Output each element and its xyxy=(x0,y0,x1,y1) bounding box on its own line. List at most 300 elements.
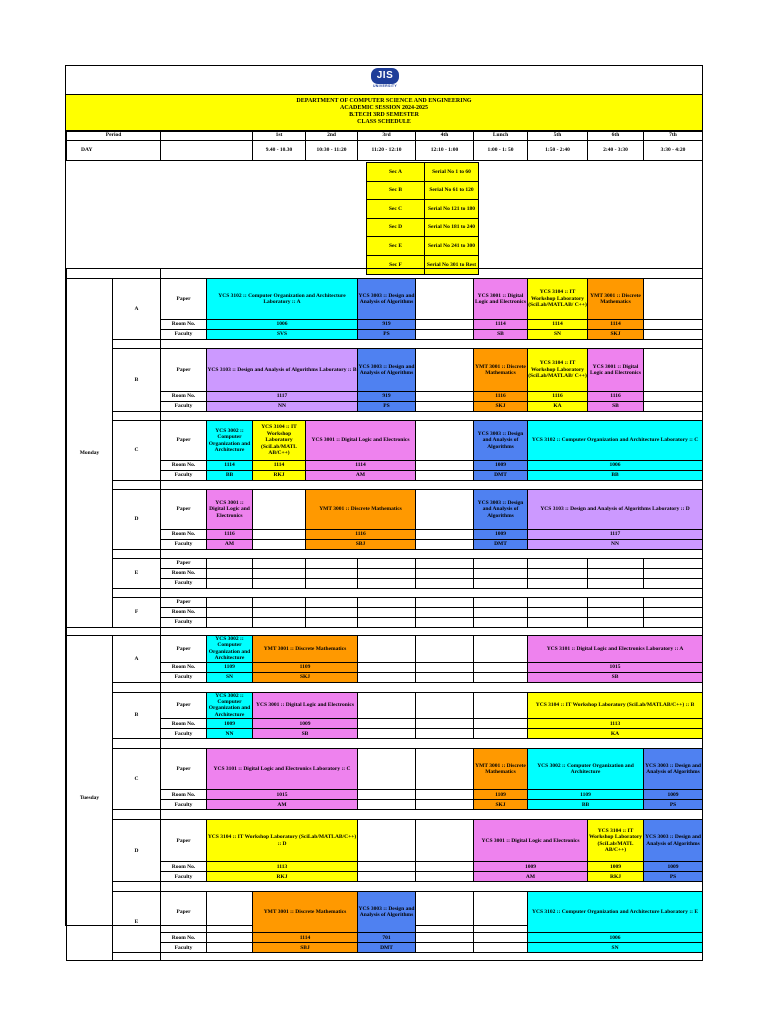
section-legend-row xyxy=(367,163,479,182)
monday-section-b-room-row xyxy=(67,392,703,402)
empty-slot xyxy=(416,530,474,540)
spacer-row xyxy=(67,882,703,892)
room-cell: 701 xyxy=(358,933,416,943)
faculty-cell: SN xyxy=(528,330,588,340)
room-cell: 1116 xyxy=(528,392,588,402)
faculty-cell: RKJ xyxy=(253,471,306,481)
room-cell: 919 xyxy=(358,320,416,330)
empty-slot xyxy=(474,569,528,579)
course-cell: YCS 3001 :: Digital Logic and Electronics xyxy=(474,279,528,320)
monday-section-f-faculty-row xyxy=(67,618,703,628)
empty-slot xyxy=(416,559,474,569)
course-cell: YCS 3002 :: Computer Organization and Architecture xyxy=(528,749,644,790)
course-cell: YMT 3001 :: Discrete Mathematics xyxy=(253,636,358,663)
room-cell: 1114 xyxy=(588,320,644,330)
empty-slot xyxy=(528,618,588,628)
faculty-label: Faculty xyxy=(161,800,207,810)
faculty-label: Faculty xyxy=(161,618,207,628)
spacer-row xyxy=(67,412,703,421)
empty-slot xyxy=(416,471,474,481)
empty-slot xyxy=(416,862,474,872)
spacer-cell xyxy=(113,739,161,749)
spacer-row xyxy=(67,269,703,279)
tuesday-section-c-room-row xyxy=(67,790,703,800)
tuesday-section-b-room-row xyxy=(67,719,703,729)
spacer-cell xyxy=(113,412,161,421)
spacer-row xyxy=(67,481,703,490)
course-cell: YCS 3003 :: Design and Analysis of Algorithms xyxy=(474,490,528,530)
empty-slot xyxy=(306,559,358,569)
empty-slot xyxy=(358,672,416,682)
empty-slot xyxy=(416,872,474,882)
monday-section-d-paper-row xyxy=(67,490,703,530)
course-cell: YCS 3101 :: Digital Logic and Electronics Laboratory :: A xyxy=(528,636,703,663)
section-label: E xyxy=(113,559,161,589)
empty-slot xyxy=(416,618,474,628)
empty-slot xyxy=(588,618,644,628)
faculty-cell: DMT xyxy=(474,471,528,481)
empty-slot xyxy=(358,618,416,628)
empty-slot xyxy=(207,598,253,608)
spacer-cell xyxy=(161,412,703,421)
room-cell: 1009 xyxy=(253,719,358,729)
faculty-label: Faculty xyxy=(161,330,207,340)
empty-slot xyxy=(416,279,474,320)
empty-slot xyxy=(253,559,306,569)
room-label: Room No. xyxy=(161,461,207,471)
monday-section-f-room-row xyxy=(67,608,703,618)
course-cell: YCS 3104 :: IT Workshop Laboratory (SciLab/MATL AB/C++) xyxy=(253,421,306,461)
monday-section-e-paper-row xyxy=(67,559,703,569)
room-label: Room No. xyxy=(161,392,207,402)
monday-section-b-faculty-row xyxy=(67,402,703,412)
spacer-row xyxy=(67,953,703,961)
section-serial-range: Serial No 1 to 60 xyxy=(425,163,479,182)
spacer-row xyxy=(67,628,703,636)
empty-slot xyxy=(207,943,253,953)
section-serial-range: Serial No 301 to Rest xyxy=(425,255,479,274)
monday-section-c-faculty-row xyxy=(67,471,703,481)
empty-slot xyxy=(416,729,474,739)
day-header-blank xyxy=(161,141,253,161)
paper-label: Paper xyxy=(161,421,207,461)
faculty-cell: PS xyxy=(358,402,416,412)
faculty-cell: AM xyxy=(306,471,416,481)
section-label: B xyxy=(113,349,161,412)
empty-slot xyxy=(528,608,588,618)
room-label: Room No. xyxy=(161,662,207,672)
room-cell: 1015 xyxy=(207,790,358,800)
course-cell: YCS 3003 :: Design and Analysis of Algorithms xyxy=(644,749,703,790)
faculty-cell: NN xyxy=(528,540,703,550)
room-cell: 1009 xyxy=(474,461,528,471)
course-cell: YCS 3104 :: IT Workshop Laboratory (SciLab/MATLAB/C++) :: D xyxy=(207,820,358,862)
empty-slot xyxy=(644,392,703,402)
period-3rd: 3rd xyxy=(358,131,416,141)
period-5th: 5th xyxy=(528,131,588,141)
course-cell: YCS 3002 :: Computer Organization and Architecture xyxy=(207,692,253,719)
spacer-cell xyxy=(161,953,703,961)
faculty-cell: SB xyxy=(474,330,528,340)
empty-slot xyxy=(588,598,644,608)
paper-label: Paper xyxy=(161,279,207,320)
section-legend xyxy=(366,162,479,275)
spacer-cell xyxy=(161,810,703,820)
paper-label: Paper xyxy=(161,692,207,719)
room-cell: 1109 xyxy=(253,662,358,672)
room-cell: 1113 xyxy=(207,862,358,872)
faculty-cell: SKJ xyxy=(474,800,528,810)
spacer-row xyxy=(67,340,703,349)
empty-slot xyxy=(306,598,358,608)
room-label: Room No. xyxy=(161,320,207,330)
empty-slot xyxy=(416,800,474,810)
room-label: Room No. xyxy=(161,569,207,579)
session-title: ACADEMIC SESSION 2024-2025 xyxy=(339,105,428,111)
empty-slot xyxy=(588,569,644,579)
room-cell: 1116 xyxy=(474,392,528,402)
section-serial-range: Serial No 121 to 180 xyxy=(425,200,479,219)
tuesday-section-e-faculty-row xyxy=(67,943,703,953)
monday-section-a-faculty-row xyxy=(67,330,703,340)
room-cell: 1006 xyxy=(528,461,703,471)
section-label: F xyxy=(113,598,161,628)
course-cell: YMT 3001 :: Discrete Mathematics xyxy=(306,490,416,530)
room-label: Room No. xyxy=(161,530,207,540)
faculty-label: Faculty xyxy=(161,729,207,739)
time-5th: 1:50 - 2:40 xyxy=(528,141,588,161)
tuesday-section-e-room-row xyxy=(67,933,703,943)
monday-section-d-room-row xyxy=(67,530,703,540)
spacer-cell xyxy=(67,628,161,636)
section-name: Sec C xyxy=(367,200,425,219)
course-cell: YCS 3002 :: Computer Organization and Architecture xyxy=(207,636,253,663)
spacer-cell xyxy=(113,550,161,559)
section-label: E xyxy=(113,892,161,953)
spacer-cell xyxy=(113,589,161,598)
empty-slot xyxy=(644,559,703,569)
period-4th: 4th xyxy=(416,131,474,141)
empty-slot xyxy=(416,692,474,719)
empty-slot xyxy=(358,579,416,589)
empty-slot xyxy=(358,636,416,663)
course-cell: YCS 3001 :: Digital Logic and Electronics xyxy=(306,421,416,461)
monday-section-c-paper-row xyxy=(67,421,703,461)
schedule-title: CLASS SCHEDULE xyxy=(357,119,411,125)
empty-slot xyxy=(416,662,474,672)
tuesday-schedule xyxy=(66,627,703,961)
day-label-monday: Monday xyxy=(67,279,113,628)
empty-slot xyxy=(358,598,416,608)
room-cell: 1114 xyxy=(253,933,358,943)
course-cell: YCS 3003 :: Design and Analysis of Algorithms xyxy=(358,349,416,392)
spacer-row xyxy=(67,550,703,559)
empty-slot xyxy=(474,636,528,663)
section-name: Sec E xyxy=(367,237,425,256)
room-cell: 1009 xyxy=(644,790,703,800)
empty-slot xyxy=(358,608,416,618)
spacer-cell xyxy=(113,682,161,692)
empty-slot xyxy=(528,559,588,569)
faculty-cell: PS xyxy=(644,800,703,810)
section-name: Sec D xyxy=(367,218,425,237)
section-label: B xyxy=(113,692,161,739)
room-cell: 1114 xyxy=(528,320,588,330)
spacer-cell xyxy=(161,628,703,636)
empty-slot xyxy=(416,820,474,862)
empty-slot xyxy=(253,530,306,540)
course-cell: YCS 3101 :: Digital Logic and Electronics Laboratory :: C xyxy=(207,749,358,790)
tuesday-section-a-faculty-row xyxy=(67,672,703,682)
course-cell: YCS 3104 :: IT Workshop Laboratory (SciLab/MATLAB/C++) :: B xyxy=(528,692,703,719)
empty-slot xyxy=(253,490,306,530)
empty-slot xyxy=(644,608,703,618)
monday-schedule xyxy=(66,268,703,628)
faculty-label: Faculty xyxy=(161,471,207,481)
room-cell: 1114 xyxy=(306,461,416,471)
spacer-cell xyxy=(161,739,703,749)
empty-slot xyxy=(253,569,306,579)
empty-slot xyxy=(416,330,474,340)
spacer-cell xyxy=(161,269,703,279)
time-1st: 9.40 - 10.30 xyxy=(253,141,306,161)
course-cell: YCS 3104 :: IT Workshop Laboratory (SciLab/MATL AB/C++) xyxy=(588,820,644,862)
course-cell: YCS 3001 :: Digital Logic and Electronics xyxy=(207,490,253,530)
room-label: Room No. xyxy=(161,608,207,618)
empty-slot xyxy=(644,320,703,330)
faculty-cell: AM xyxy=(207,540,253,550)
time-6th: 2:40 - 3:30 xyxy=(588,141,644,161)
tuesday-section-b-faculty-row xyxy=(67,729,703,739)
faculty-cell: RKJ xyxy=(588,872,644,882)
empty-slot xyxy=(416,421,474,461)
monday-section-a-room-row xyxy=(67,320,703,330)
spacer-cell xyxy=(161,550,703,559)
course-cell: YCS 3001 :: Digital Logic and Electronics xyxy=(474,820,588,862)
faculty-cell: AM xyxy=(207,800,358,810)
faculty-cell: SN xyxy=(528,943,703,953)
spacer-cell xyxy=(161,481,703,490)
empty-slot xyxy=(528,598,588,608)
period-table xyxy=(66,130,703,161)
empty-slot xyxy=(416,402,474,412)
monday-section-a-paper-row xyxy=(67,279,703,320)
empty-slot xyxy=(416,349,474,392)
course-cell: YCS 3103 :: Design and Analysis of Algorithms Laboratory :: B xyxy=(207,349,358,392)
period-2nd: 2nd xyxy=(306,131,358,141)
faculty-cell: SB xyxy=(253,729,358,739)
empty-slot xyxy=(644,579,703,589)
section-name: Sec F xyxy=(367,255,425,274)
empty-slot xyxy=(474,618,528,628)
empty-slot xyxy=(644,402,703,412)
faculty-cell: SKJ xyxy=(253,672,358,682)
room-label: Room No. xyxy=(161,719,207,729)
empty-slot xyxy=(207,618,253,628)
empty-slot xyxy=(306,569,358,579)
empty-slot xyxy=(253,579,306,589)
empty-slot xyxy=(474,692,528,719)
paper-label: Paper xyxy=(161,820,207,862)
time-lunch: 1:00 - 1: 50 xyxy=(474,141,528,161)
room-label: Room No. xyxy=(161,933,207,943)
empty-slot xyxy=(207,579,253,589)
room-cell: 1117 xyxy=(207,392,358,402)
empty-slot xyxy=(358,862,416,872)
tuesday-section-a-paper-row xyxy=(67,636,703,663)
course-cell: YMT 3001 :: Discrete Mathematics xyxy=(253,892,358,933)
period-header-blank xyxy=(161,131,253,141)
faculty-label: Faculty xyxy=(161,579,207,589)
spacer-cell xyxy=(161,340,703,349)
empty-slot xyxy=(588,559,644,569)
tuesday-section-e-paper-row xyxy=(67,892,703,933)
faculty-cell: KA xyxy=(528,402,588,412)
room-cell: 1116 xyxy=(207,530,253,540)
faculty-cell: SVS xyxy=(207,330,358,340)
day-label: DAY xyxy=(67,141,161,161)
faculty-cell: SBJ xyxy=(253,943,358,953)
course-cell: YCS 3102 :: Computer Organization and Architecture Laboratory :: C xyxy=(528,421,703,461)
spacer-cell xyxy=(113,481,161,490)
empty-slot xyxy=(474,598,528,608)
empty-slot xyxy=(416,540,474,550)
empty-slot xyxy=(358,662,416,672)
empty-slot xyxy=(416,790,474,800)
empty-slot xyxy=(474,719,528,729)
empty-slot xyxy=(474,729,528,739)
empty-slot xyxy=(588,579,644,589)
empty-slot xyxy=(358,790,416,800)
paper-label: Paper xyxy=(161,598,207,608)
course-cell: YCS 3003 :: Design and Analysis of Algorithms xyxy=(358,892,416,933)
spacer-cell xyxy=(113,810,161,820)
faculty-cell: SKJ xyxy=(474,402,528,412)
empty-slot xyxy=(474,579,528,589)
faculty-label: Faculty xyxy=(161,540,207,550)
monday-section-d-faculty-row xyxy=(67,540,703,550)
empty-slot xyxy=(207,569,253,579)
empty-slot xyxy=(358,729,416,739)
room-cell: 1109 xyxy=(528,790,644,800)
monday-section-b-paper-row xyxy=(67,349,703,392)
monday-section-e-faculty-row xyxy=(67,579,703,589)
time-3rd: 11:20 - 12:10 xyxy=(358,141,416,161)
empty-slot xyxy=(474,559,528,569)
section-name: Sec B xyxy=(367,181,425,200)
section-serial-range: Serial No 241 to 300 xyxy=(425,237,479,256)
empty-slot xyxy=(474,933,528,943)
paper-label: Paper xyxy=(161,749,207,790)
faculty-cell: RKJ xyxy=(207,872,358,882)
empty-slot xyxy=(306,579,358,589)
section-name: Sec A xyxy=(367,163,425,182)
empty-slot xyxy=(306,618,358,628)
logo-letters: JIS xyxy=(371,68,399,84)
faculty-cell: SB xyxy=(528,672,703,682)
room-cell: 1006 xyxy=(207,320,358,330)
period-label: Period xyxy=(67,131,161,141)
faculty-cell: SKJ xyxy=(588,330,644,340)
empty-slot xyxy=(474,943,528,953)
empty-slot xyxy=(306,608,358,618)
room-cell: 1116 xyxy=(588,392,644,402)
tuesday-section-d-paper-row xyxy=(67,820,703,862)
spacer-cell xyxy=(113,882,161,892)
spacer-cell xyxy=(67,269,161,279)
course-cell: YMT 3001 :: Discrete Mathematics xyxy=(474,349,528,392)
course-cell: YCS 3103 :: Design and Analysis of Algorithms Laboratory :: D xyxy=(528,490,703,530)
empty-slot xyxy=(416,719,474,729)
empty-slot xyxy=(358,559,416,569)
day-label-tuesday: Tuesday xyxy=(67,636,113,961)
faculty-cell: SN xyxy=(207,672,253,682)
empty-slot xyxy=(253,540,306,550)
section-label: C xyxy=(113,749,161,810)
faculty-cell: BB xyxy=(528,800,644,810)
room-label: Room No. xyxy=(161,862,207,872)
empty-slot xyxy=(358,719,416,729)
monday-section-e-room-row xyxy=(67,569,703,579)
empty-slot xyxy=(416,579,474,589)
empty-slot xyxy=(358,800,416,810)
period-7th: 7th xyxy=(644,131,703,141)
spacer-row xyxy=(67,589,703,598)
empty-slot xyxy=(207,559,253,569)
course-cell: YCS 3003 :: Design and Analysis of Algorithms xyxy=(358,279,416,320)
spacer-cell xyxy=(113,340,161,349)
room-cell: 1113 xyxy=(528,719,703,729)
faculty-label: Faculty xyxy=(161,943,207,953)
paper-label: Paper xyxy=(161,559,207,569)
tuesday-section-c-faculty-row xyxy=(67,800,703,810)
empty-slot xyxy=(416,636,474,663)
room-cell: 1006 xyxy=(528,933,703,943)
schedule-header xyxy=(66,94,702,132)
empty-slot xyxy=(474,662,528,672)
empty-slot xyxy=(644,330,703,340)
course-cell: YCS 3003 :: Design and Analysis of Algorithms xyxy=(644,820,703,862)
course-cell: YCS 3102 :: Computer Organization and Architecture Laboratory :: E xyxy=(528,892,703,933)
section-label: A xyxy=(113,279,161,340)
empty-slot xyxy=(416,598,474,608)
department-title: DEPARTMENT OF COMPUTER SCIENCE AND ENGINEERING xyxy=(296,98,472,104)
spacer-cell xyxy=(161,882,703,892)
empty-slot xyxy=(253,618,306,628)
course-cell: YCS 3003 :: Design and Analysis of Algorithms xyxy=(474,421,528,461)
faculty-cell: PS xyxy=(358,330,416,340)
monday-section-f-paper-row xyxy=(67,598,703,608)
empty-slot xyxy=(416,933,474,943)
room-cell: 1114 xyxy=(253,461,306,471)
room-label: Room No. xyxy=(161,790,207,800)
empty-slot xyxy=(644,618,703,628)
empty-slot xyxy=(644,349,703,392)
empty-slot xyxy=(644,569,703,579)
room-cell: 919 xyxy=(358,392,416,402)
time-2nd: 10:30 - 11:20 xyxy=(306,141,358,161)
room-cell: 1117 xyxy=(528,530,703,540)
empty-slot xyxy=(358,692,416,719)
faculty-cell: BB xyxy=(528,471,703,481)
time-7th: 3:30 - 4:20 xyxy=(644,141,703,161)
faculty-cell: KA xyxy=(528,729,703,739)
section-label: D xyxy=(113,490,161,550)
tuesday-section-c-paper-row xyxy=(67,749,703,790)
spacer-cell xyxy=(161,589,703,598)
empty-slot xyxy=(207,892,253,933)
faculty-label: Faculty xyxy=(161,872,207,882)
